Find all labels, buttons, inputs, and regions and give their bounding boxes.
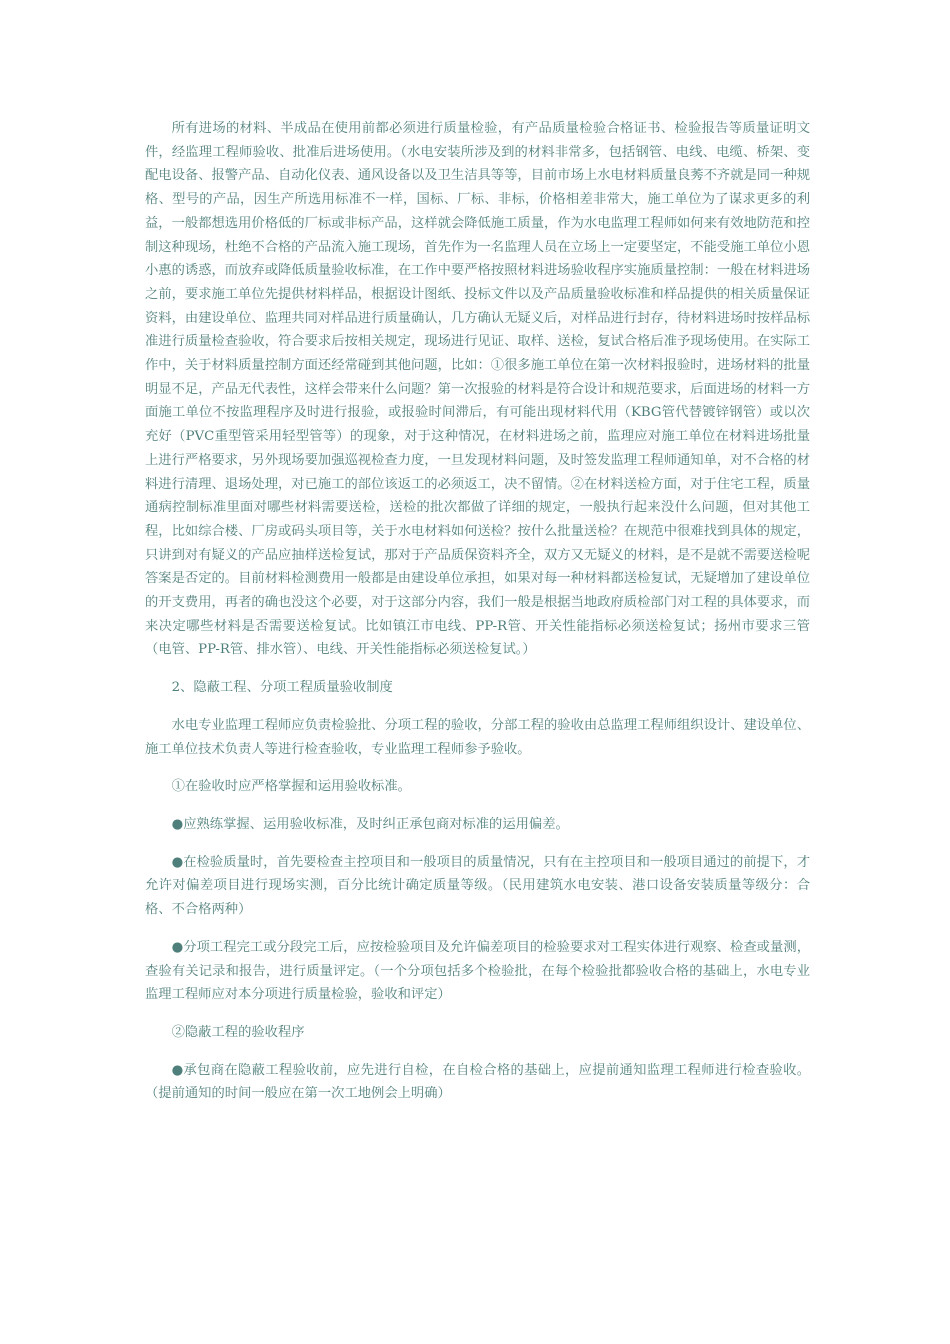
bullet-item: ●在检验质量时，首先要检查主控项目和一般项目的质量情况，只有在主控项目和一般项目通过的前提下，才允许对偏差项目进行现场实测，百分比统计确定质量等级。（民用建筑水电安装、港口设备安装质量等级分：合格、不合格两种） [145,854,810,918]
bullet-item: ●应熟练掌握、运用验收标准，及时纠正承包商对标准的运用偏差。 [171,816,569,832]
bullet-item: ●分项工程完工或分段完工后，应按检验项目及允许偏差项目的检验要求对工程实体进行观察、检查或量测，查验有关记录和报告，进行质量评定。（一个分项包括多个检验批，在每个检验批都验收合格的基础上，水电专业监理工程师应对本分项进行质量检验，验收和评定） [145,939,810,1003]
paragraph-material-inspection: 所有进场的材料、半成品在使用前都必须进行质量检验，有产品质量检验合格证书、检验报告等质量证明文件，经监理工程师验收、批准后进场使用。（水电安装所涉及到的材料非常多，包括钢管、电线、电缆、桥架、变配电设备、报警产品、自动化仪表、通风设备以及卫生洁具等等，目前市场上水电材料质量良莠不齐就是同一种规格、型号的产品，因生产所选用标准不一样，国标、厂标、非标，价格相差非常大，施工单位为了谋求更多的利益，一般都想选用价格低的厂标或非标产品，这样就会降低施工质量，作为水电监理工程师如何来有效地防范和控制这种现场，杜绝不合格的产品流入施工现场，首先作为一名监理人员在立场上一定要坚定，不能受施工单位小恩小惠的诱惑，而放弃或降低质量验收标准，在工作中要严格按照材料进场验收程序实施质量控制：一般在材料进场之前，要求施工单位先提供材料样品，根据设计图纸、投标文件以及产品质量验收标准和样品提供的相关质量保证资料，由建设单位、监理共同对样品进行质量确认，几方确认无疑义后，对样品进行封存，待材料进场时按样品标准进行质量检查验收，符合要求后按相关规定，现场进行见证、取样、送检，复试合格后准予现场使用。在实际工作中，关于材料质量控制方面还经常碰到其他问题，比如：①很多施工单位在第一次材料报验时，进场材料的批量明显不足，产品无代表性，这样会带来什么问题？第一次报验的材料是符合设计和规范要求，后面进场的材料一方面施工单位不按监理程序及时进行报验，或报验时间滞后，有可能出现材料代用（KBG管代替镀锌钢管）或以次充好（PVC重型管采用轻型管等）的现象，对于这种情况，在材料进场之前，监理应对施工单位在材料进场批量上进行严格要求，另外现场要加强巡视检查力度，一旦发现材料问题，及时签发监理工程师通知单，对不合格的材料进行清理、退场处理，对已施工的部位该返工的必须返工，决不留情。②在材料送检方面，对于住宅工程，质量通病控制标准里面对哪些材料需要送检，送检的批次都做了详细的规定，一般执行起来没什么问题，但对其他工程，比如综合楼、厂房或码头项目等，关于水电材料如何送检？按什么批量送检？在规范中很难找到具体的规定，只讲到对有疑义的产品应抽样送检复试，那对于产品质保资料齐全，双方又无疑义的材料，是不是就不需要送检呢答案是否定的。目前材料检测费用一般都是由建设单位承担，如果对每一种材料都送检复试，无疑增加了建设单位的开支费用，再者的确也没这个必要，对于这部分内容，我们一般是根据当地政府质检部门对工程的具体要求，而来决定哪些材料是否需要送检复试。比如镇江市电线、PP-R管、开关性能指标必须送检复试；扬州市要求三管（电管、PP-R管、排水管）、电线、开关性能指标必须送检复试。） [145,121,810,658]
bullet-item: ●承包商在隐蔽工程验收前，应先进行自检，在自检合格的基础上，应提前通知监理工程师进行检查验收。（提前通知的时间一般应在第一次工地例会上明确） [145,1062,810,1102]
paragraph-acceptance-responsibility: 水电专业监理工程师应负责检验批、分项工程的验收，分部工程的验收由总监理工程师组织设计、建设单位、施工单位技术负责人等进行检查验收，专业监理工程师参予验收。 [145,717,810,757]
list-item-heading-standards: ①在验收时应严格掌握和运用验收标准。 [171,779,411,795]
section-heading-acceptance-system: 2、隐蔽工程、分项工程质量验收制度 [171,680,393,696]
list-item-heading-hidden-works: ②隐蔽工程的验收程序 [171,1024,305,1040]
document-body [145,117,810,1120]
